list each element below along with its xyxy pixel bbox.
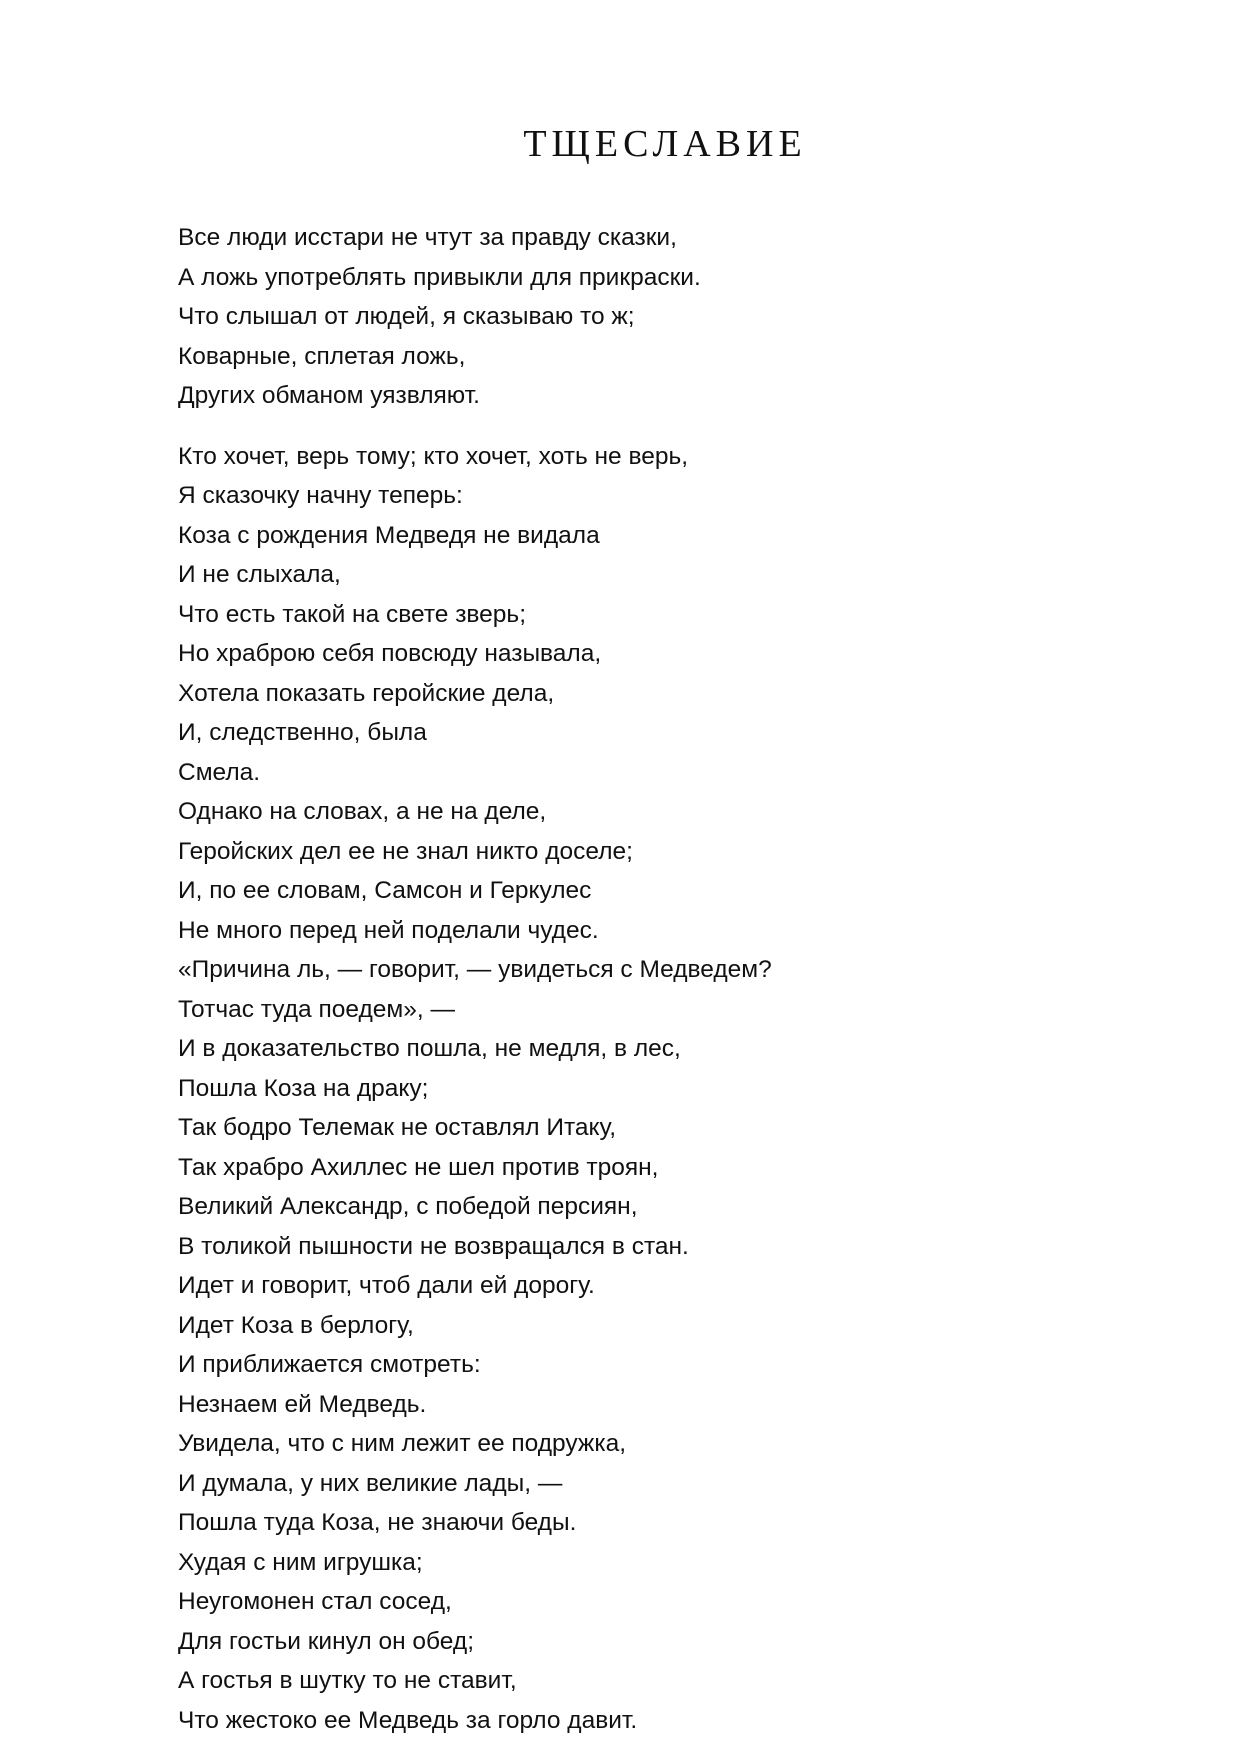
poem-line: И, по ее словам, Самсон и Геркулес: [178, 877, 592, 904]
poem-line: Геройских дел ее не знал никто доселе;: [178, 837, 633, 865]
stanza-1: [178, 218, 1158, 416]
poem-line: Тотчас туда поедем», —: [178, 995, 455, 1023]
poem-line: Хотела показать геройские дела,: [178, 679, 555, 707]
poem-line: А гостья в шутку то не ставит,: [178, 1667, 517, 1694]
poem-line: Что слышал от людей, я сказываю то ж;: [178, 303, 635, 330]
poem-line: Худая с ним игрушка;: [178, 1548, 423, 1576]
poem-line: Других обманом уязвляют.: [178, 382, 480, 409]
poem-title: ТЩЕСЛАВИЕ: [523, 123, 807, 165]
poem-line: Так бодро Телемак не оставлял Итаку,: [178, 1114, 617, 1141]
poem-line: «Причина ль, — говорит, — увидеться с Медведем?: [178, 956, 772, 983]
poem-line: Пошла Коза на драку;: [178, 1074, 429, 1102]
poem-line: Я сказочку начну теперь:: [178, 482, 463, 509]
poem-line: Неугомонен стал сосед,: [178, 1588, 452, 1615]
poem-line: И думала, у них великие лады, —: [178, 1469, 563, 1497]
poem-line: Идет Коза в берлогу,: [178, 1311, 414, 1339]
poem-body: [178, 218, 1158, 1740]
poem-line: И в доказательство пошла, не медля, в лес,: [178, 1035, 681, 1062]
poem-line: Коза с рождения Медведя не видала: [178, 521, 600, 549]
poem-line: Кто хочет, верь тому; кто хочет, хоть не верь,: [178, 442, 689, 470]
poem-line: Однако на словах, а не на деле,: [178, 798, 547, 825]
poem-line: Коварные, сплетая ложь,: [178, 342, 466, 370]
poem-line: Для гостьи кинул он обед;: [178, 1627, 474, 1655]
poem-line: Идет и говорит, чтоб дали ей дорогу.: [178, 1272, 595, 1299]
poem-line: Что есть такой на свете зверь;: [178, 600, 527, 628]
poem-line: И, следственно, была: [178, 719, 427, 746]
poem-line: Пошла туда Коза, не знаючи беды.: [178, 1509, 577, 1536]
poem-line: И приближается смотреть:: [178, 1351, 481, 1378]
poem-line: А ложь употреблять привыкли для прикраски.: [178, 263, 701, 291]
poem-line: Смела.: [178, 758, 261, 786]
stanza-2: [178, 437, 1158, 1741]
poem-line: Что жестоко ее Медведь за горло давит.: [178, 1706, 638, 1734]
poem-line: Не много перед ней поделали чудес.: [178, 916, 599, 944]
poem-line: Великий Александр, с победой персиян,: [178, 1193, 638, 1220]
poem-line: Незнаем ей Медведь.: [178, 1390, 427, 1418]
poem-line: В толикой пышности не возвращался в стан.: [178, 1232, 689, 1260]
poem-line: Все люди исстари не чтут за правду сказки,: [178, 224, 677, 251]
poem-line: И не слыхала,: [178, 561, 341, 588]
poem-line: Увидела, что с ним лежит ее подружка,: [178, 1430, 627, 1457]
poem-line: Так храбро Ахиллес не шел против троян,: [178, 1153, 659, 1181]
poem-line: Но храброю себя повсюду называла,: [178, 640, 602, 667]
